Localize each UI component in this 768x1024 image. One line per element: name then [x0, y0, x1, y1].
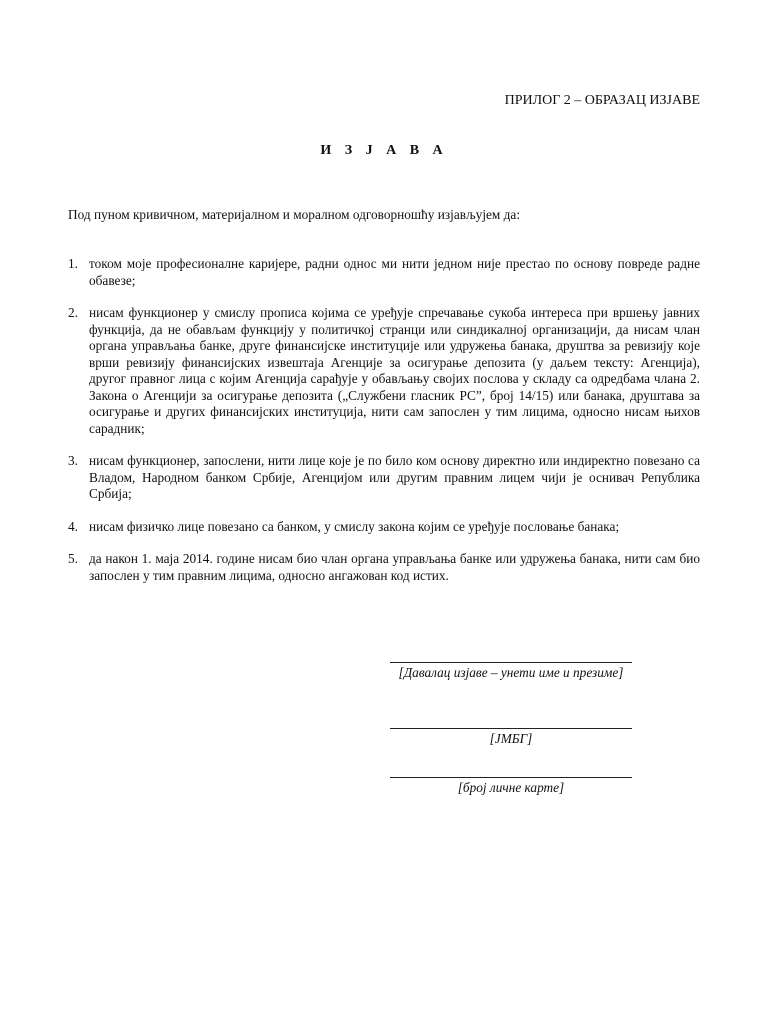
document-title: И З Ј А В А — [320, 143, 448, 158]
annex-heading: ПРИЛОГ 2 – ОБРАЗАЦ ИЗЈАВЕ — [504, 93, 700, 108]
item-number: 5. — [68, 551, 78, 566]
signature-block-name — [390, 662, 632, 682]
jmbg-label: [ЈМБГ] — [489, 731, 533, 746]
item-number: 1. — [68, 256, 78, 271]
jmbg-line — [390, 728, 632, 729]
declaration-list — [68, 256, 700, 600]
signature-block-jmbg — [390, 728, 632, 748]
item-number: 2. — [68, 305, 78, 320]
intro-paragraph: Под пуном кривичном, материјалном и моралном одговорношћу изјављујем да: — [68, 207, 521, 222]
declarant-name-label: [Давалац изјаве – унети име и презиме] — [398, 665, 624, 680]
item-text: нисам физичко лице повезано са банком, у смислу закона којим се уређује пословање банака; — [89, 518, 620, 534]
list-item — [68, 453, 700, 503]
list-item — [68, 256, 700, 289]
id-card-label: [број личне карте] — [457, 780, 565, 795]
item-text: нисам функционер у смислу прописа којима се уређује спречавање сукоба интереса при вршењу јавних функција, да не обављам функцију у политичкој странци или синдикалној организацији, да нисам члан органа управљања банке, друге финансијске институције или удружења банака, друштва за ревизију које врши ревизију финансијских извештаја Агенције за осигурање депозита (у даљем тексту: Агенција), другог правног лица с којим Агенција сарађује у обављању својих послова у складу са одредбама члана 2. Закона о Агенцији за осигурање депозита („Службени гласник РС”, број 14/15) или банака, друштава за осигурање и других финансијских институција, нити сам запослен у тим лицима, односно нисам њихов сарадник; — [89, 305, 700, 436]
item-number: 3. — [68, 453, 78, 468]
item-text: нисам функционер, запослени, нити лице које је по било ком основу директно или индиректно повезано са Владом, Народном банком Србије, Агенцијом или другим правним лицем чији је оснивач Република Србија; — [89, 453, 700, 501]
item-text: током моје професионалне каријере, радни однос ми нити једном није престао по основу повреде радне обавезе; — [89, 256, 700, 288]
id-card-line — [390, 777, 632, 778]
list-item — [68, 519, 700, 536]
item-text: да након 1. маја 2014. године нисам био члан органа управљања банке или удружења банака, нити сам био запослен у тим правним лицима, односно ангажован код истих. — [89, 551, 700, 583]
list-item — [68, 551, 700, 584]
signature-line — [390, 662, 632, 663]
item-number: 4. — [68, 518, 78, 534]
signature-block-id-card — [390, 777, 632, 797]
list-item — [68, 305, 700, 437]
